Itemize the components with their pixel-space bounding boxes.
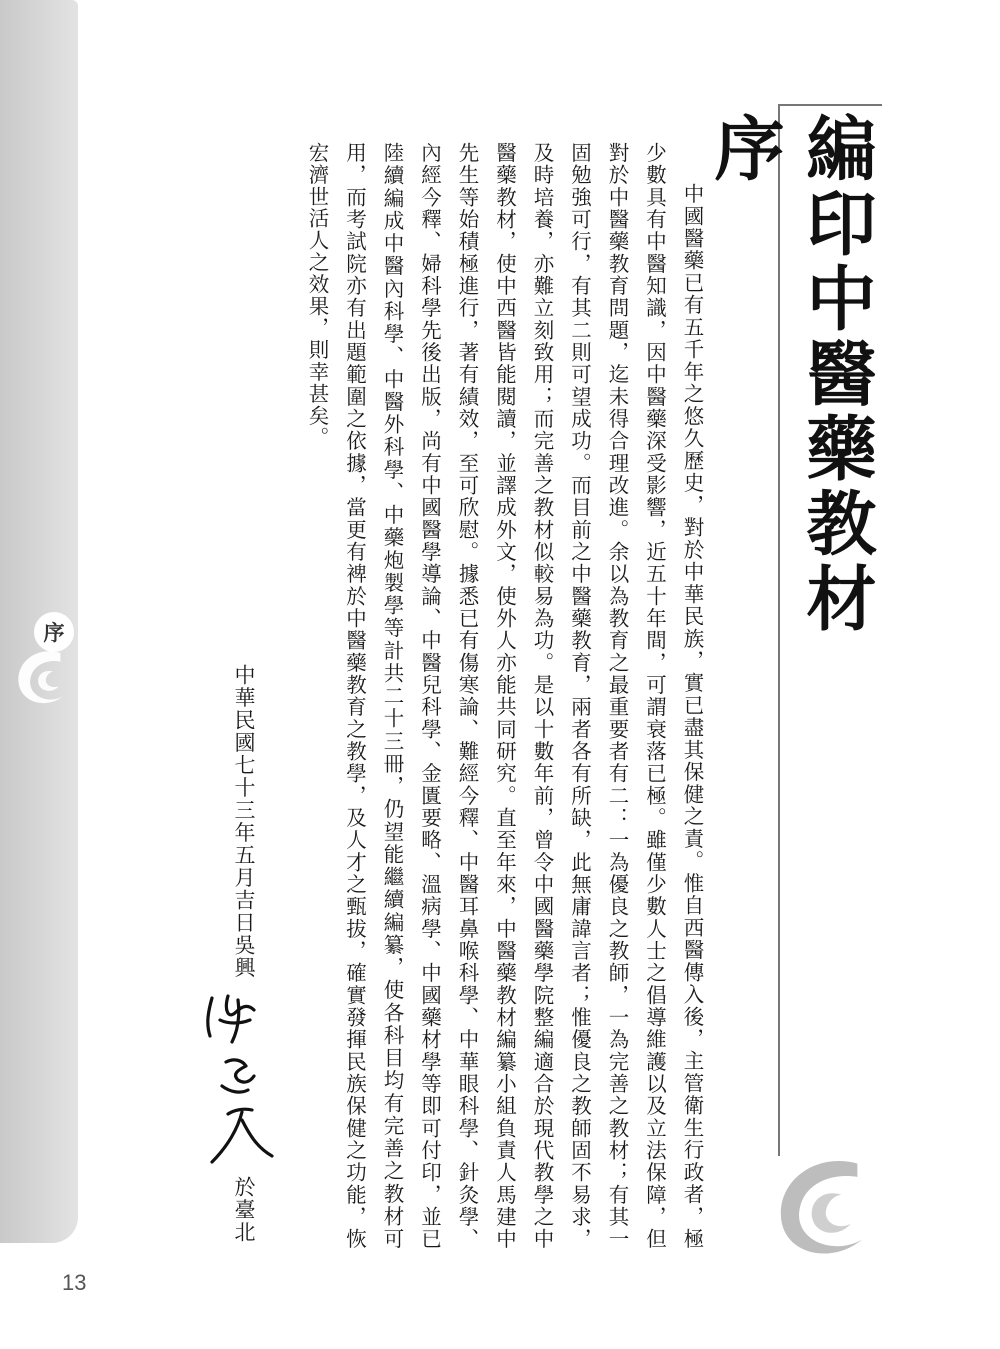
preface-body — [305, 142, 710, 1250]
swirl-icon — [770, 1150, 882, 1262]
signoff-place: 於臺北 — [232, 1176, 256, 1244]
signature — [198, 990, 280, 1170]
section-label: 序 — [34, 612, 74, 652]
swirl-icon — [10, 640, 82, 712]
preface-paragraph: 中國醫藥已有五千年之悠久歷史，對於中華民族，實已盡其保健之責。惟自西醫傳入後，主管衛生行政者，極少數具有中醫知識，因中醫藥深受影響，近五十年間，可謂衰落已極。雖僅少數人士之倡導維護以及立法保障，但對於中醫藥教育問題，迄未得合理改進。余以為教育之最重要者有二：一為優良之教師，一為完善之教材；有其一固勉強可行，有其二則可望成功。而目前之中醫藥教育，兩者各有所缺，此無庸諱言者；惟優良之教師固不易求，及時培養，亦難立刻致用；而完善之教材似較易為功。是以十數年前，曾令中國醫藥學院整編適合於現代教學之中醫藥教材，使中西醫皆能閱讀，並譯成外文，使外人亦能共同研究。直至年來，中醫藥教材編纂小組負責人馬建中先生等始積極進行，著有績效，至可欣慰。據悉已有傷寒論、難經今釋、中醫耳鼻喉科學、中華眼科學、針灸學、內經今釋、婦科學先後出版，尚有中國醫學導論、中醫兒科學、金匱要略、溫病學、中國藥材學等即可付印，並已陸續編成中醫內科學、中醫外科學、中藥炮製學等計共二十三冊，仍望能繼續編纂，使各科目均有完善之教材可用，而考試院亦有出題範圍之依據，當更有裨於中醫藥教育之教學，及人才之甄拔，確實發揮民族保健之功能，恢宏濟世活人之效果，則幸甚矣。 — [305, 142, 704, 1250]
signoff-date: 中華民國七十三年五月吉日吳興 — [232, 664, 256, 979]
title-rule-vertical — [778, 104, 780, 1156]
title-rule-horizontal — [778, 104, 882, 106]
page-number: 13 — [62, 1270, 87, 1295]
page-title: 編印中醫藥教材序 — [703, 112, 877, 637]
